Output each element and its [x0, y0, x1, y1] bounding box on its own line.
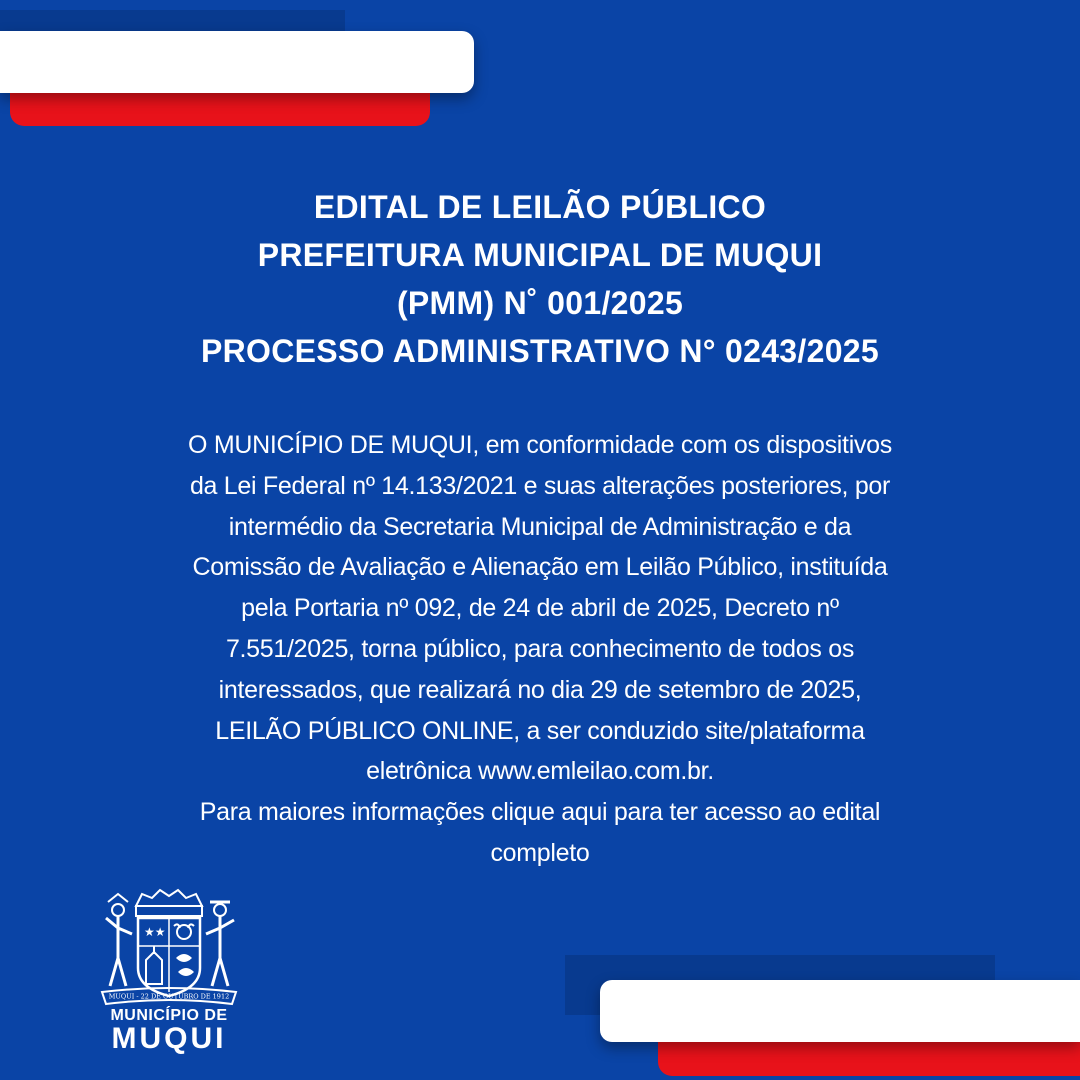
body-line: LEILÃO PÚBLICO ONLINE, a ser conduzido site/plataforma [215, 716, 865, 745]
body-line: O MUNICÍPIO DE MUQUI, em conformidade com os dispositivos [188, 431, 892, 459]
svg-text:★★: ★★ [144, 925, 166, 939]
body-line-website[interactable]: eletrônica www.emleilao.com.br. [366, 757, 714, 786]
bottom-right-white-band [600, 980, 1080, 1042]
coat-of-arms-icon [94, 888, 244, 1008]
body-line: Comissão de Avaliação e Alienação em Leilão Público, instituída [192, 553, 888, 582]
edital-link-line-1[interactable]: Para maiores informações clique aqui para ter acesso ao edital [199, 798, 881, 827]
body-line: da Lei Federal nº 14.133/2021 e suas alterações posteriores, por [189, 471, 891, 500]
notice-body [90, 425, 990, 874]
body-line: pela Portaria nº 092, de 24 de abril de 2025, Decreto nº [241, 594, 839, 623]
logo-name: MUQUI [111, 1022, 227, 1055]
logo-label: MUNICÍPIO DE [110, 1007, 228, 1024]
body-line: interessados, que realizará no dia 29 de setembro de 2025, [218, 675, 862, 704]
notice-title [80, 183, 1000, 375]
top-left-white-band [0, 31, 474, 93]
body-line: 7.551/2025, torna público, para conhecimento de todos os [225, 634, 855, 663]
logo-ribbon-text: MUQUI - 22 DE OUTUBRO DE 1912 [108, 992, 230, 1001]
title-line-2: PREFEITURA MUNICIPAL DE MUQUI [257, 237, 823, 273]
title-line-3: (PMM) N˚ 001/2025 [396, 285, 684, 321]
body-line: intermédio da Secretaria Municipal de Administração e da [228, 512, 852, 541]
municipal-logo [94, 888, 244, 1054]
edital-link-line-2[interactable]: completo [490, 838, 590, 867]
title-line-4: PROCESSO ADMINISTRATIVO N° 0243/2025 [200, 333, 879, 369]
title-line-1: EDITAL DE LEILÃO PÚBLICO [313, 189, 767, 225]
